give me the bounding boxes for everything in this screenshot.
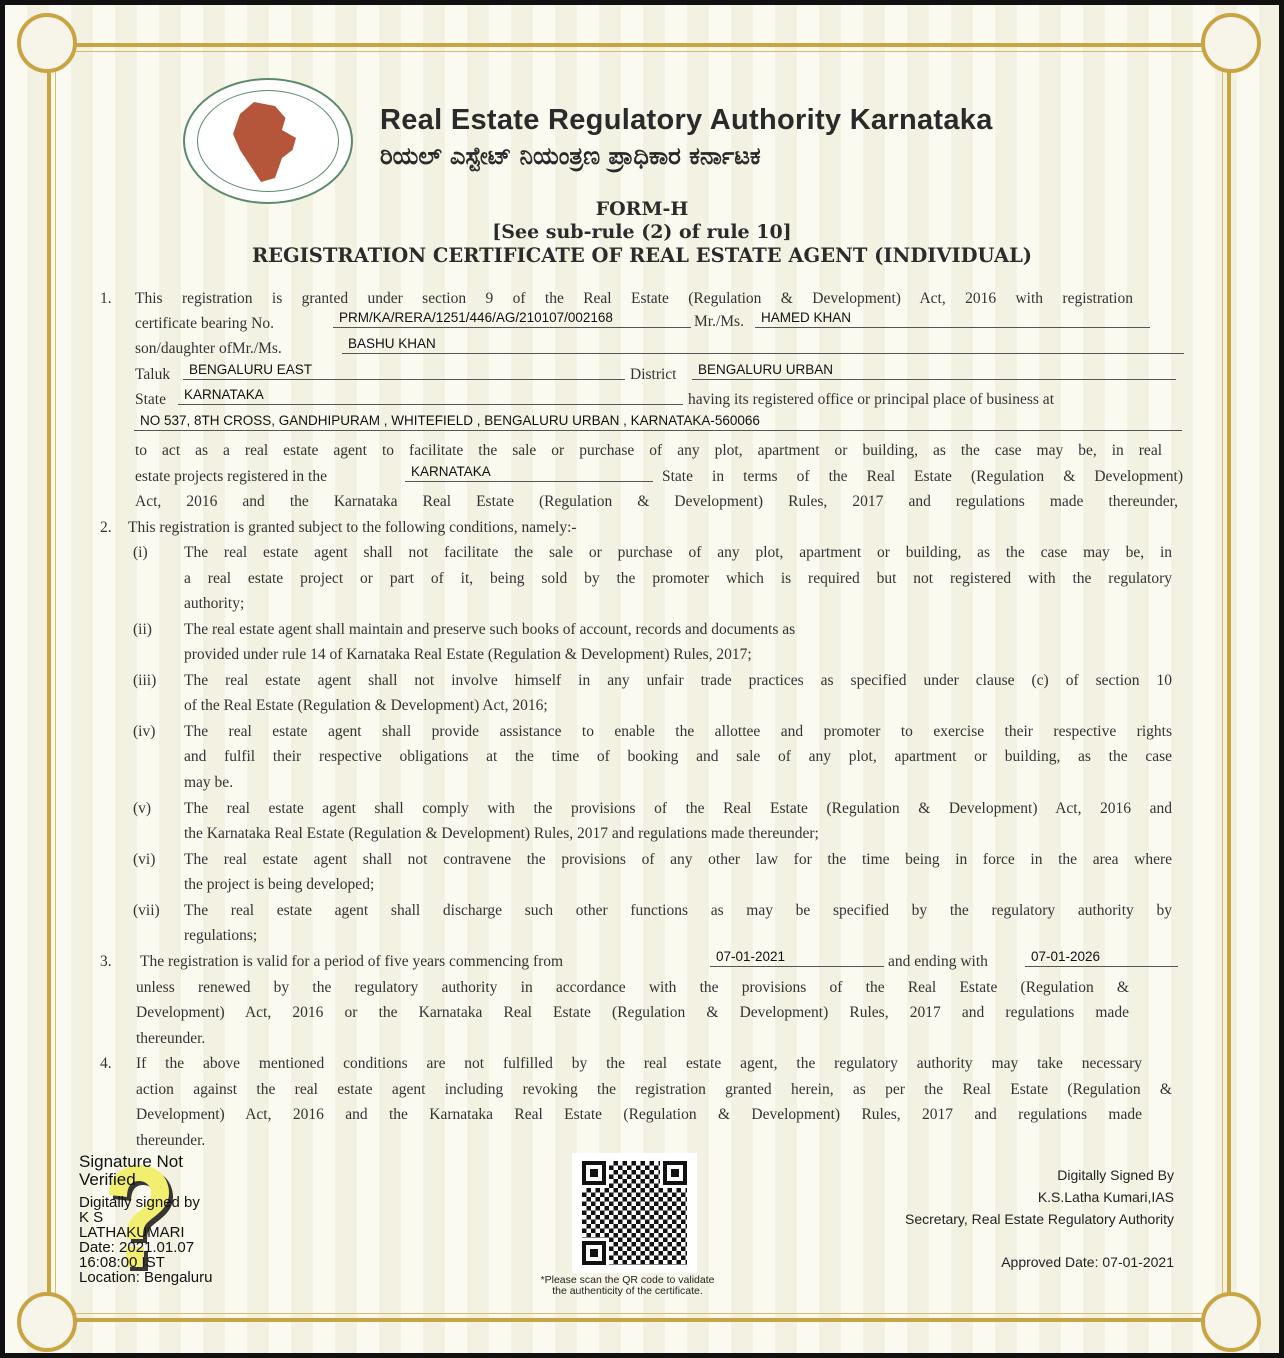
agent-name-field: HAMED KHAN (755, 310, 1150, 328)
rera-seal-logo (183, 78, 353, 204)
signature-status (79, 1153, 183, 1189)
paragraph-number: 1. (100, 290, 112, 307)
body-line: The registration is valid for a period of five years commencing from (140, 953, 564, 970)
field-label: Mr./Ms. (694, 313, 744, 330)
project-state-field: KARNATAKA (405, 464, 653, 482)
district-field: BENGALURU URBAN (692, 362, 1176, 380)
qr-finder (663, 1161, 687, 1185)
authority-title: Real Estate Regulatory Authority Karnataka (380, 104, 993, 136)
body-line: unless renewed by the regulatory authority in accordance with the provisions of the Real Estate (Regulation & (136, 978, 1129, 996)
condition-line: regulations; (184, 927, 258, 945)
body-line: Development) Act, 2016 or the Karnataka Real Estate (Regulation & Development) Rules, 2017 and regulations made (136, 1004, 1129, 1022)
condition-line: and fulfil their respective obligations at the time of booking and sale of any plot, apartment or building, as the case (184, 748, 1172, 766)
body-line: Act, 2016 and the Karnataka Real Estate (Regulation & Development) Rules, 2017 and regulations made thereunder, (135, 493, 1178, 510)
signatory-title: Secretary, Real Estate Regulatory Authority (905, 1211, 1174, 1227)
taluk-field: BENGALURU EAST (183, 362, 625, 380)
frame-corner (17, 1292, 77, 1352)
form-name: FORM-H (595, 198, 689, 220)
condition-line: The real estate agent shall maintain and preserve such books of account, records and documents as (184, 620, 796, 638)
sig-line: K S (79, 1209, 104, 1226)
condition-line: The real estate agent shall comply with the provisions of the Real Estate (Regulation & Development) Act, 2016 and (184, 799, 1172, 817)
status-line: Signature Not (79, 1152, 183, 1171)
signatory-name: K.S.Latha Kumari,IAS (1037, 1189, 1174, 1205)
body-line: Development) Act, 2016 and the Karnataka Real Estate (Regulation & Development) Rules, 2017 and regulations made (136, 1106, 1142, 1124)
field-label: having its registered office or principal place of business at (688, 391, 1054, 408)
condition-line: The real estate agent shall not involve himself in any unfair trade practices as specified under clause (c) of section 10 (184, 671, 1172, 689)
condition-line: authority; (184, 595, 245, 613)
condition-line: of the Real Estate (Regulation & Development) Act, 2016; (184, 697, 548, 715)
body-line: thereunder. (136, 1029, 206, 1047)
approved-date: Approved Date: 07-01-2021 (1001, 1254, 1174, 1270)
field-label: District (630, 366, 677, 383)
body-line: to act as a real estate agent to facilitate the sale or purchase of any plot, apartment or building, as the case may be, in real (135, 442, 1162, 459)
paragraph-number: 2. (100, 519, 112, 536)
condition-number: (i) (133, 544, 148, 561)
sig-line: Date: 2021.01.07 (79, 1239, 195, 1256)
field-label: Taluk (135, 366, 171, 383)
condition-number: (iv) (133, 722, 156, 740)
certificate-page (5, 5, 1279, 1353)
authority-title-kannada: ರಿಯಲ್ ಎಸ್ಟೇಟ್ ನಿಯಂತ್ರಣ ಪ್ರಾಧಿಕಾರ ಕರ್ನಾಟಕ (380, 142, 761, 170)
condition-line: The real estate agent shall discharge such other functions as may be specified by the regulatory authority by (184, 901, 1172, 919)
field-label: certificate bearing No. (135, 315, 274, 332)
field-label: State (135, 391, 166, 408)
condition-number: (ii) (133, 620, 152, 638)
field-label: son/daughter ofMr./Ms. (135, 340, 282, 357)
sig-line: Digitally signed by (79, 1194, 200, 1211)
body-line: thereunder. (136, 1131, 206, 1149)
qr-finder (582, 1161, 606, 1185)
condition-line: a real estate project or part of it, being sold by the promoter which is required but not registered with the regulatory (184, 569, 1172, 587)
signed-by-label: Digitally Signed By (1057, 1167, 1174, 1183)
qr-note (520, 1275, 735, 1297)
condition-number: (vi) (133, 850, 156, 868)
frame-corner (1201, 1292, 1261, 1352)
valid-from-field: 07-01-2021 (710, 949, 884, 967)
condition-line: The real estate agent shall not contravene the provisions of any other law for the time being in force in the area where (184, 850, 1172, 868)
address-field: NO 537, 8TH CROSS, GANDHIPURAM , WHITEFIELD , BENGALURU URBAN , KARNATAKA-560066 (134, 413, 1182, 431)
qr-note-line: the authenticity of the certificate. (552, 1285, 703, 1297)
sig-line: 16:08:00 IST (79, 1254, 165, 1271)
condition-number: (iii) (133, 671, 157, 689)
body-line: and ending with (888, 953, 988, 970)
paragraph-number: 3. (100, 953, 112, 970)
body-line: action against the real estate agent including revoking the registration granted herein, as per the Real Estate (Regulation & (136, 1080, 1172, 1098)
valid-to-field: 07-01-2026 (1025, 949, 1178, 967)
condition-line: the Karnataka Real Estate (Regulation & Development) Rules, 2017 and regulations made thereunder; (184, 825, 819, 843)
condition-line: may be. (184, 773, 234, 791)
body-line: This registration is granted subject to the following conditions, namely:- (128, 519, 577, 536)
condition-line: The real estate agent shall not facilitate the sale or purchase of any plot, apartment or building, as the case may be, in (184, 544, 1172, 561)
certificate-heading: REGISTRATION CERTIFICATE OF REAL ESTATE AGENT (INDIVIDUAL) (251, 244, 1033, 267)
frame-corner (1201, 13, 1261, 73)
frame-corner (17, 13, 77, 73)
form-rule: [See sub-rule (2) of rule 10] (492, 221, 792, 243)
condition-line: The real estate agent shall provide assistance to enable the allottee and promoter to exercise their respective rights (184, 722, 1172, 740)
paragraph-number: 4. (100, 1055, 112, 1073)
certificate-number-field: PRM/KA/RERA/1251/446/AG/210107/002168 (333, 310, 691, 328)
condition-line: provided under rule 14 of Karnataka Real Estate (Regulation & Development) Rules, 2017; (184, 646, 752, 664)
qr-note-line: *Please scan the QR code to validate (540, 1274, 715, 1286)
sig-line: LATHAKUMARI (79, 1224, 185, 1241)
condition-line: the project is being developed; (184, 876, 375, 894)
status-line: Verified (79, 1170, 136, 1189)
state-field: KARNATAKA (178, 387, 683, 405)
body-line: State in terms of the Real Estate (Regulation & Development) (662, 468, 1183, 485)
condition-number: (vii) (133, 901, 160, 919)
condition-number: (v) (133, 799, 152, 817)
body-line: If the above mentioned conditions are not fulfilled by the real estate agent, the regulatory authority may take necessary (136, 1055, 1142, 1073)
qr-finder (582, 1241, 606, 1265)
sig-line: Location: Bengaluru (79, 1269, 213, 1286)
body-line: This registration is granted under section 9 of the Real Estate (Regulation & Development) Act, 2016 with registration (135, 290, 1133, 307)
signature-details (79, 1195, 212, 1285)
parent-name-field: BASHU KHAN (342, 336, 1184, 354)
qr-code[interactable] (572, 1153, 697, 1273)
body-line: estate projects registered in the (135, 468, 327, 485)
